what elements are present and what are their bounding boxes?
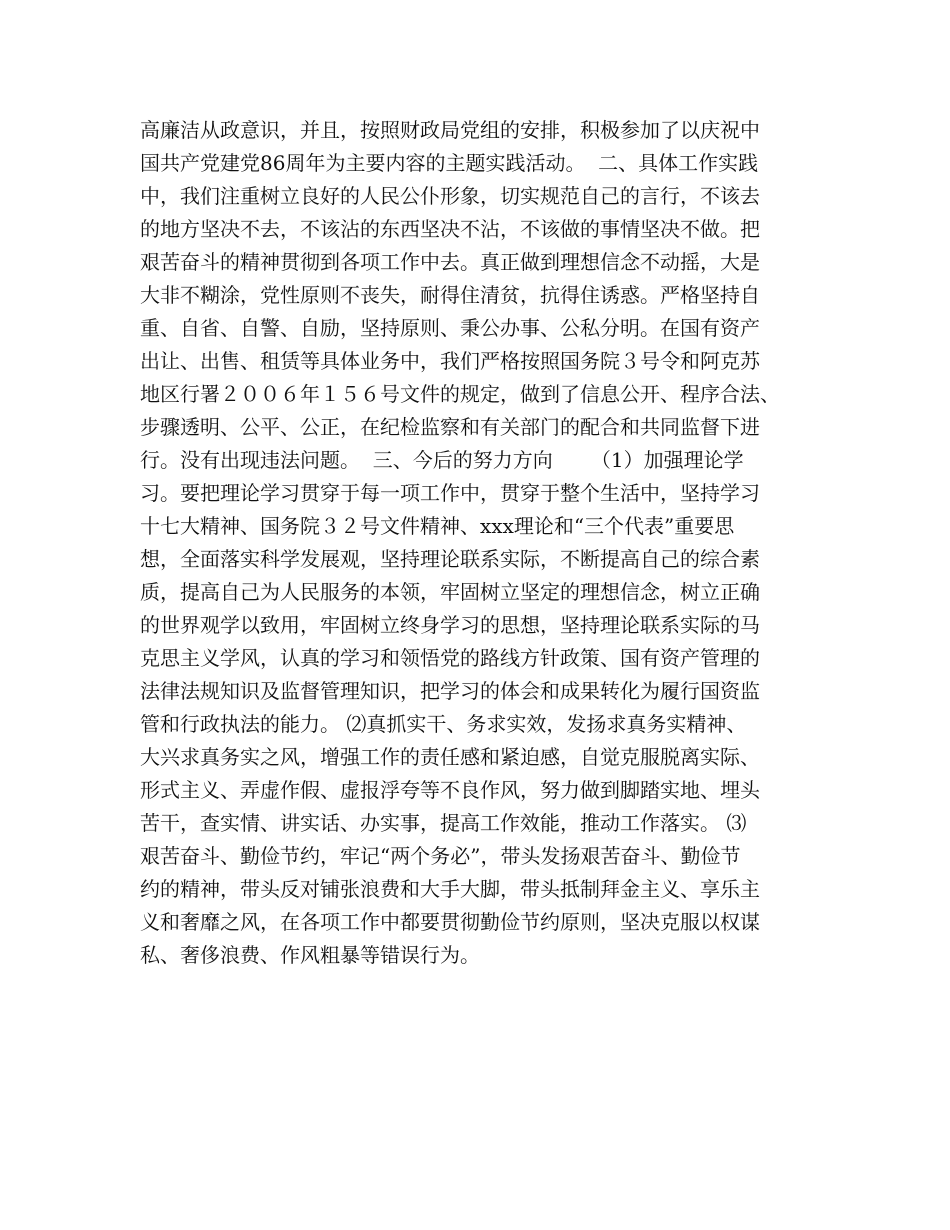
text-line: 的世界观学以致用，牢固树立终身学习的思想，坚持理论联系实际的马 [140,613,760,637]
body-text [140,114,830,972]
text-line: 习。要把理论学习贯穿于每一项工作中，贯穿于整个生活中，坚持学习 [140,481,760,505]
text-line: 国共产党建党86周年为主要内容的主题实践活动。 二、具体工作实践 [140,151,759,175]
text-line: 高廉洁从政意识，并且，按照财政局党组的安排，积极参加了以庆祝中 [140,118,760,142]
text-line: 十七大精神、国务院３２号文件精神、xxx理论和“三个代表”重要思 [140,514,735,538]
text-line: 想，全面落实科学发展观，坚持理论联系实际，不断提高自己的综合素 [140,547,760,571]
text-line: 法律法规知识及监督管理知识，把学习的体会和成果转化为履行国资监 [140,679,760,703]
text-line: 义和奢靡之风，在各项工作中都要贯彻勤俭节约原则，坚决克服以权谋 [140,910,760,934]
text-line: 地区行署２００６年１５６号文件的规定，做到了信息公开、程序合法、 [140,382,780,406]
text-line: 行。没有出现违法问题。 三、今后的努力方向 （1）加强理论学 [140,448,744,472]
text-line: 克思主义学风，认真的学习和领悟党的路线方针政策、国有资产管理的 [140,646,760,670]
text-line: 的地方坚决不去，不该沾的东西坚决不沾，不该做的事情坚决不做。把 [140,217,760,241]
text-line: 艰苦奋斗、勤俭节约，牢记“两个务必”，带头发扬艰苦奋斗、勤俭节 [140,844,741,868]
text-line: 质，提高自己为人民服务的本领，牢固树立坚定的理想信念，树立正确 [140,580,760,604]
text-line: 苦干，查实情、讲实话、办实事，提高工作效能，推动工作落实。 ⑶ [140,811,747,835]
text-line: 大非不糊涂，党性原则不丧失，耐得住清贫，抗得住诱惑。严格坚持自 [140,283,760,307]
text-line: 约的精神，带头反对铺张浪费和大手大脚，带头抵制拜金主义、享乐主 [140,877,760,901]
text-line: 重、自省、自警、自励，坚持原则、秉公办事、公私分明。在国有资产 [140,316,760,340]
text-line: 形式主义、弄虚作假、虚报浮夸等不良作风，努力做到脚踏实地、埋头 [140,778,760,802]
text-line: 管和行政执法的能力。 ⑵真抓实干、务求实效，发扬求真务实精神、 [140,712,747,736]
text-line: 中，我们注重树立良好的人民公仆形象，切实规范自己的言行，不该去 [140,184,760,208]
text-line: 私、奢侈浪费、作风粗暴等错误行为。 [140,943,480,967]
text-line: 大兴求真务实之风，增强工作的责任感和紧迫感，自觉克服脱离实际、 [140,745,760,769]
text-line: 出让、出售、租赁等具体业务中，我们严格按照国务院３号令和阿克苏 [140,349,760,373]
text-line: 艰苦奋斗的精神贯彻到各项工作中去。真正做到理想信念不动摇，大是 [140,250,760,274]
text-line: 步骤透明、公平、公正，在纪检监察和有关部门的配合和共同监督下进 [140,415,760,439]
